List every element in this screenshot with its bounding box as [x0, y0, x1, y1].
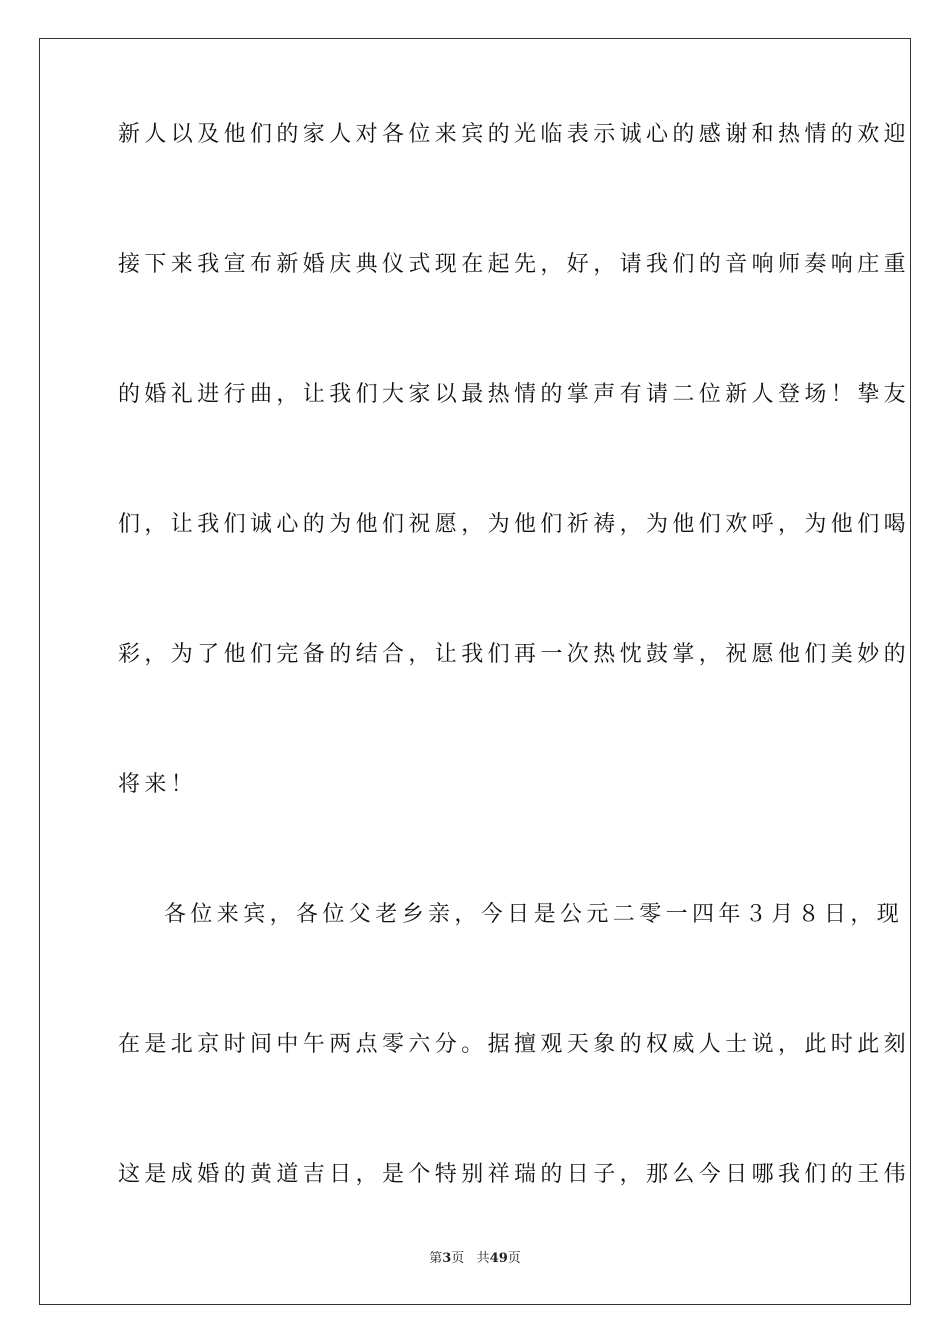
page-prefix: 第: [429, 1251, 443, 1266]
text-line: 彩，为了他们完备的结合，让我们再一次热忱鼓掌，祝愿他们美妙的: [118, 642, 911, 667]
text-line: 新人以及他们的家人对各位来宾的光临表示诚心的感谢和热情的欢迎: [118, 122, 911, 147]
page-footer: [0, 1247, 950, 1266]
text-line: 在是北京时间中午两点零六分。据擅观天象的权威人士说，此时此刻: [118, 1032, 911, 1057]
text-line: 将来！: [118, 772, 198, 797]
total-suffix: 页: [507, 1251, 521, 1266]
page-suffix: 页: [451, 1251, 465, 1266]
text-line: 的婚礼进行曲，让我们大家以最热情的掌声有请二位新人登场！挚友: [118, 382, 911, 407]
text-line: 们，让我们诚心的为他们祝愿，为他们祈祷，为他们欢呼，为他们喝: [118, 512, 911, 537]
total-pages: 49: [489, 1251, 508, 1266]
total-prefix: 共: [476, 1251, 490, 1266]
paragraph-first-line: 各位来宾，各位父老乡亲，今日是公元二零一四年３月８日，现: [164, 902, 904, 927]
document-body: [118, 120, 911, 1290]
page-number: 3: [442, 1251, 452, 1266]
text-line: 这是成婚的黄道吉日，是个特别祥瑞的日子，那么今日哪我们的王伟: [118, 1162, 911, 1187]
text-line: 接下来我宣布新婚庆典仪式现在起先，好，请我们的音响师奏响庄重: [118, 252, 911, 277]
